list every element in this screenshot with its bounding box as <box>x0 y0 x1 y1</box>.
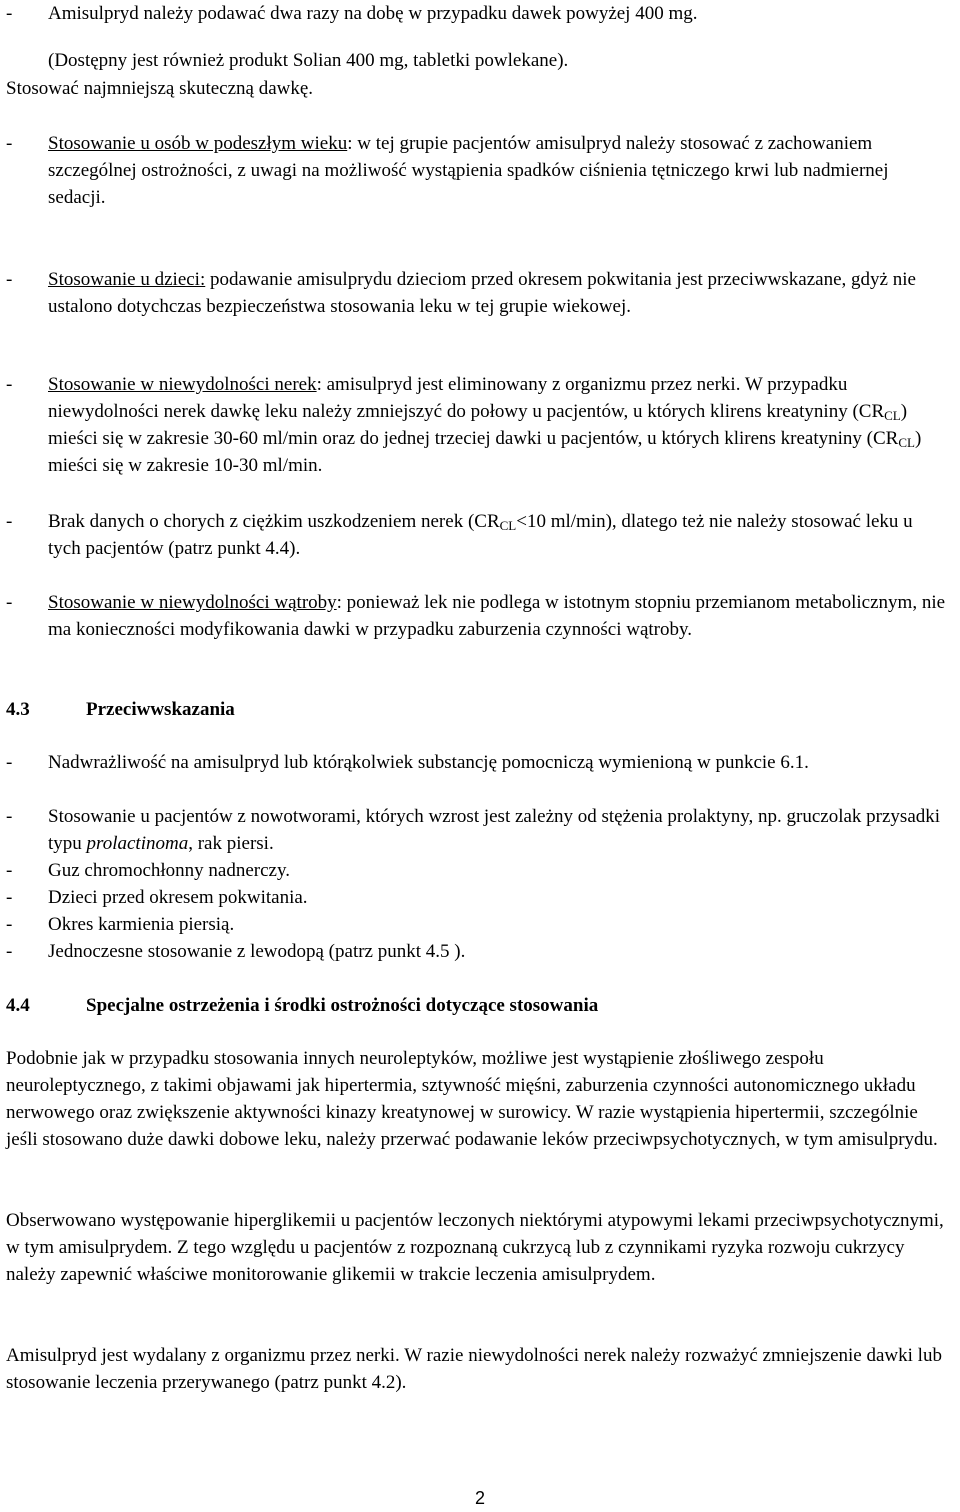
list-item-italic: prolactinoma <box>86 833 189 854</box>
elderly-item <box>6 130 946 211</box>
section-4-3-title: Przeciwwskazania <box>86 699 235 720</box>
dash-marker: - <box>6 133 13 154</box>
list-item <box>6 911 946 938</box>
renal-label: Stosowanie w niewydolności nerek <box>48 374 317 395</box>
list-item-text: Guz chromochłonny nadnerczy. <box>48 860 290 881</box>
section-4-4-heading <box>6 992 946 1019</box>
section-4-3-heading <box>6 696 946 723</box>
dash-marker: - <box>6 3 13 24</box>
dash-marker: - <box>6 374 13 395</box>
dosage-item <box>6 0 946 27</box>
renal-sub-a: CL <box>884 408 901 423</box>
dash-marker: - <box>6 914 13 935</box>
list-item <box>6 884 946 911</box>
renal-sub-b: CL <box>898 435 915 450</box>
list-item-text <box>48 803 946 857</box>
list-item-text: Okres karmienia piersią. <box>48 914 235 935</box>
nms-paragraph: Podobnie jak w przypadku stosowania innych neuroleptyków, możliwe jest wystąpienie złośliwego zespołu neuroleptycznego, z takimi objawami jak hipertermia, sztywność mięśni, zaburzenia czynności autonomicznego układu nerwowego oraz zwiększenie aktywności kinazy kreatynowej w surowicy. W razie wystąpienia hipertermii, szczególnie jeśli stosowano duże dawki dobowe leku, należy przerwać podawanie leków przeciwpsychotycznych, w tym amisulprydu. <box>6 1048 938 1150</box>
dash-marker: - <box>6 752 13 773</box>
section-4-4-title: Specjalne ostrzeżenia i środki ostrożności dotyczące stosowania <box>86 995 599 1016</box>
list-item-text: Dzieci przed okresem pokwitania. <box>48 887 308 908</box>
dash-marker: - <box>6 511 13 532</box>
severe-renal-text <box>48 508 946 562</box>
renal-elimination-paragraph: Amisulpryd jest wydalany z organizmu przez nerki. W razie niewydolności nerek należy rozważyć zmniejszenie dawki lub stosowanie leczenia przerywanego (patrz punkt 4.2). <box>6 1345 942 1393</box>
renal-item <box>6 371 946 479</box>
hepatic-body: : ponieważ lek nie podlega w istotnym stopniu przemianom metabolicznym, nie ma konieczności modyfikowania dawki w przypadku zaburzenia czynności wątroby. <box>48 592 946 640</box>
list-item <box>6 803 946 857</box>
dash-marker: - <box>6 860 13 881</box>
solian-note: (Dostępny jest również produkt Solian 400 mg, tabletki powlekane). <box>48 50 569 71</box>
dash-marker: - <box>6 269 13 290</box>
elderly-label: Stosowanie u osób w podeszłym wieku <box>48 133 348 154</box>
children-body: podawanie amisulprydu dzieciom przed okresem pokwitania jest przeciwwskazane, gdyż nie ustalono dotychczas bezpieczeństwa stosowania leku w tej grupie wiekowej. <box>48 269 916 317</box>
section-4-3-number: 4.3 <box>6 699 30 720</box>
renal-body-a: : amisulpryd jest eliminowany z organizmu przez nerki. W przypadku niewydolności nerek dawkę leku należy zmniejszyć do połowy u pacjentów, u których klirens kreatyniny (CR <box>48 374 885 422</box>
list-item <box>6 938 946 965</box>
list-item-text: Nadwrażliwość na amisulpryd lub którąkolwiek substancję pomocniczą wymienioną w punkcie 6.1. <box>48 752 809 773</box>
severe-renal-sub: CL <box>499 518 517 533</box>
hyperglycemia-paragraph: Obserwowano występowanie hiperglikemii u pacjentów leczonych niektórymi atypowymi lekami przeciwpsychotycznymi, w tym amisulprydem. Z tego względu u pacjentów z rozpoznaną cukrzycą lub z czynnikami ryzyka rozwoju cukrzycy należy zapewnić właściwe monitorowanie glikemii w trakcie leczenia amisulprydem. <box>6 1210 944 1285</box>
dash-marker: - <box>6 887 13 908</box>
hepatic-label: Stosowanie w niewydolności wątroby <box>48 592 337 613</box>
dash-marker: - <box>6 806 13 827</box>
list-item-text-b: , rak piersi. <box>188 833 274 854</box>
section-4-4-number: 4.4 <box>6 995 30 1016</box>
renal-body-b: ) mieści się w zakresie 30-60 ml/min oraz do jednej trzeciej dawki u pacjentów, u których klirens kreatyniny (CR <box>48 401 908 449</box>
lowest-dose-note: Stosować najmniejszą skuteczną dawkę. <box>6 78 314 99</box>
elderly-text <box>48 130 946 211</box>
list-item <box>6 857 946 884</box>
dosage-text: Amisulpryd należy podawać dwa razy na dobę w przypadku dawek powyżej 400 mg. <box>48 3 698 24</box>
elderly-body: : w tej grupie pacjentów amisulpryd należy stosować z zachowaniem szczególnej ostrożności, z uwagi na możliwość wystąpienia spadków ciśnienia tętniczego krwi lub nadmiernej sedacji. <box>48 133 889 208</box>
list-item <box>6 749 946 776</box>
hepatic-text <box>48 589 946 643</box>
page-number: 2 <box>474 1488 485 1508</box>
severe-renal-item <box>6 508 946 562</box>
renal-text <box>48 371 946 479</box>
dash-marker: - <box>6 592 13 613</box>
children-label: Stosowanie u dzieci: <box>48 269 206 290</box>
severe-renal-body-b: <10 ml/min), dlatego też nie należy stosować leku u tych pacjentów (patrz punkt 4.4). <box>48 511 913 559</box>
list-item-text: Jednoczesne stosowanie z lewodopą (patrz punkt 4.5 ). <box>48 941 466 962</box>
renal-body-c: ) mieści się w zakresie 10-30 ml/min. <box>48 428 922 476</box>
severe-renal-body-a: Brak danych o chorych z ciężkim uszkodzeniem nerek (CR <box>48 511 500 532</box>
children-text <box>48 266 946 320</box>
list-item-text-a: Stosowanie u pacjentów z nowotworami, których wzrost jest zależny od stężenia prolaktyny, np. gruczolak przysadki typu <box>48 806 941 854</box>
dash-marker: - <box>6 941 13 962</box>
hepatic-item <box>6 589 946 643</box>
children-item <box>6 266 946 320</box>
